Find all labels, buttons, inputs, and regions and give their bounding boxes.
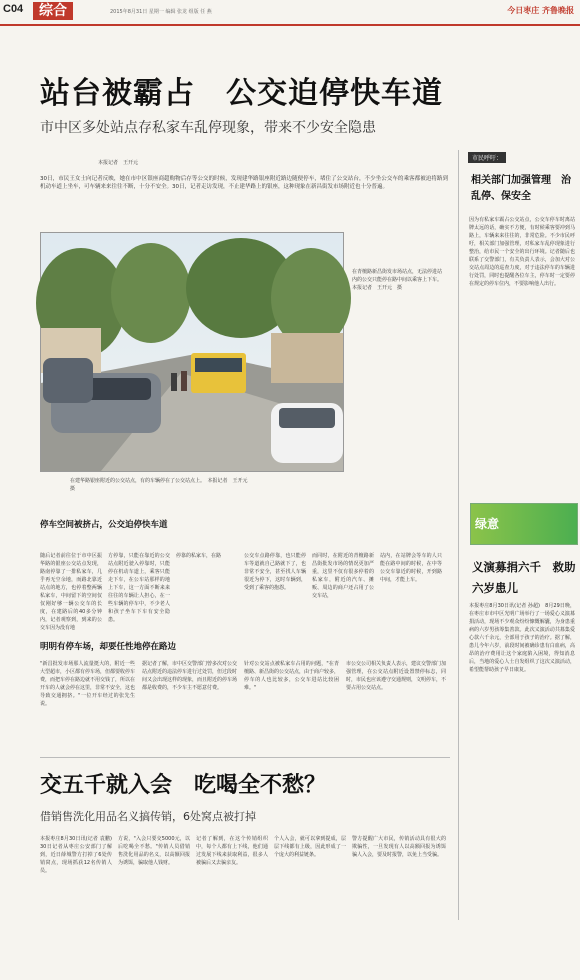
section1-col: 而同时，在附近的青檀路新昌街批发市场的情况更加严重，这里不仅有很多停着的私家车，附近的汽车、摊贩、周边的商户还占用了公交车站，	[312, 553, 374, 599]
header-rule	[0, 24, 580, 26]
sidebar-body-2: 本报枣庄8月30日讯(记者 孙超) 8月29日晚，在枣庄市市中区光明广场举行了一场爱心义演募捐活动，现场不少观众纷纷慷慨解囊，为身患重病的六岁男孩筹集善款。此次义演活动共募集爱心款六千余元，全部用于孩子的治疗。据了解，患儿今年六岁，前段时间被确诊患有白血病，高昂的治疗费用让这个家庭陷入困境，得知消息后，当地的爱心人士自发组织了这次义演活动，希望能帮助孩子早日康复。	[469, 603, 575, 673]
byline: 本报记者 王开元	[98, 160, 139, 166]
section2-col: 据记者了解，市中区交警部门曾多次对公交站点附近的违法停车进行过处罚，但过段时间又会出现这样的现象，而且附近的停车场都是收费的，不少车主不愿意付费。	[142, 661, 238, 691]
section1-col: 方停靠，只能在靠近的公交站点附近驶入停靠时，只能停在机动车道上，乘客只能走下车，在公车站那样的地上下车，这一方面不断来来往往的车辆让人担心，在一些车辆的停车中，不少老人和孩子坐车下车有安全隐患。	[108, 553, 170, 623]
article2-col: 记者了解到，在这个传销组织中，每个人都有上下线，他们通过发展下线来获取利益，很多人被骗后又去骗亲友。	[196, 836, 268, 866]
section1-col: 公交车点路停靠，也只能停车等道就自己路就下了，也非常不安全，甚至找人车辆很近为停下，这时车辆到，受到了乘客的抱怨。	[244, 553, 306, 591]
date-line: 2015年8月31日 星期一 编辑 张龙 组版 任 燕	[110, 9, 212, 15]
main-photo	[40, 232, 344, 472]
article2-col: 个人入会，就可以拿到提成，层层下线都有上级，因此形成了一个庞大的利益链条。	[274, 836, 346, 858]
article2-col: 本报枣庄8月30日讯(记者 袁鹏) 30日记者从枣庄公安部门了解到，近日薛城警方打掉了6处传销窝点，现场抓获12名传销人员。	[40, 836, 118, 874]
page-number: C04	[3, 3, 24, 15]
inset-photo-caption: 在青檀路新昌街发市场站点，无法停进站内的公交只能停在路中间以乘客上下车。 本报记者 王开元 摄	[352, 269, 445, 291]
ad-text: 绿意	[475, 517, 500, 531]
main-subhead: 市中区多处站点存私家车乱停现象，带来不少安全隐患	[40, 120, 376, 136]
section-divider	[40, 757, 450, 758]
article2-headline: 交五千就入会 吃喝全不愁？	[40, 772, 327, 798]
article2-col: 警方提醒广大市民，传销活动具有很大的欺骗性，一旦发现有人以高额回报为诱饵骗人入会，要及时报警，以免上当受骗。	[352, 836, 446, 858]
sidebar-headline-2: 义演募捐六千 救助六岁患儿	[472, 560, 576, 595]
section2-col: 针对公交站点被私家车占用的问题，"在青檀路、新昌街的公交站点，由于商户较多，停车的人也比较多，公交车进站比较困难。"	[244, 661, 340, 691]
sidebar-body: 因为有私家车霸占公交站点，公交车停车时离站牌太远的话，确实不方便，有时候乘客要冲到马路上，车辆来来往往的，非常危险。不少市民呼吁，相关部门加强管理，对私家车乱停现象进行整治，给市民一个安全的出行环境。记者随后也联系了交警部门，有关负责人表示，会加大对公交站点周边的巡查力度，对于违法停车的车辆进行处罚，同时也提醒各位车主，停车时一定要停在规定的停车位内，不要影响他人出行。	[469, 217, 575, 287]
main-photo-caption: 在建华路银座附近的公交站点，有的车辆停在了公交站点上。 本报记者 王开元 摄	[70, 478, 253, 492]
section1-title: 停车空间被挤占，公交迫停快车道	[40, 520, 168, 530]
ad-banner[interactable]	[470, 503, 578, 545]
article2-subhead: 借销售洗化用品名义搞传销，6处窝点被打掉	[40, 810, 256, 823]
sidebar-tag: 市民呼吁：	[468, 152, 506, 163]
section2-col: "新昌批发市场那人流量挺大的，附近一些大型超市，小区都有停车场，但都要收停车费，而把车停在路边就不用交钱了，所以在开车的人就会停在这里，非常不安全，这也导致交通拥挤。"一位开车经过的张先生说。	[40, 661, 136, 707]
section2-title: 明明有停车场，却要任性地停在路边	[40, 642, 177, 652]
section1-col: 站内，在站牌会等车的人只能在路中间的时候，在中等公交车靠近的时候，开到路中间，才能上车。	[380, 553, 442, 583]
section-label: 综合	[33, 2, 73, 20]
lead-paragraph: 30日，市民王女士向记者反映，她在市中区银座商超购物后存等公交的时候，发现建华路银座附近路边随便停车，堵住了公交站台，不少坐公交车的乘客都被迫将路到机动车道上坐车，可车辆来来往往不断，十分不安全。30日，记者走访发现，不止建华路上的银座，这种现象在新昌街发市场附近也十分普遍。	[40, 176, 448, 190]
section2-col: 市公交公司相关负责人表示，建议交警部门加强管理，在公交站点附近设置禁停标志，同时，市民也应该遵守交通规则，文明停车，不要占用公交站点。	[346, 661, 447, 691]
article2-col: 方说，"入会只要交5000元，以后吃喝全不愁。"传销人员借销售洗化用品的名义，以高额回报为诱饵，骗取他人钱财。	[118, 836, 190, 866]
section1-col: 随后记者前往位于市中区振华路的银座公交站点发现，路南停靠了一排私家车，几乎再无空余地，而路北靠近站点的地方，也停着整两辆私家车，中间留下的空间仅仅刚好够一辆公交车的长度，在建路后的40多分钟内，记者观察到，到来的公交车因为没有地	[40, 553, 102, 631]
main-headline: 站台被霸占 公交迫停快车道	[40, 76, 443, 111]
section1-col: 停靠的私家车，在路	[176, 553, 222, 559]
sidebar-headline: 相关部门加强管理 治乱停、保安全	[471, 175, 571, 202]
brand-logo: 今日枣庄 齐鲁晚报	[507, 6, 574, 15]
